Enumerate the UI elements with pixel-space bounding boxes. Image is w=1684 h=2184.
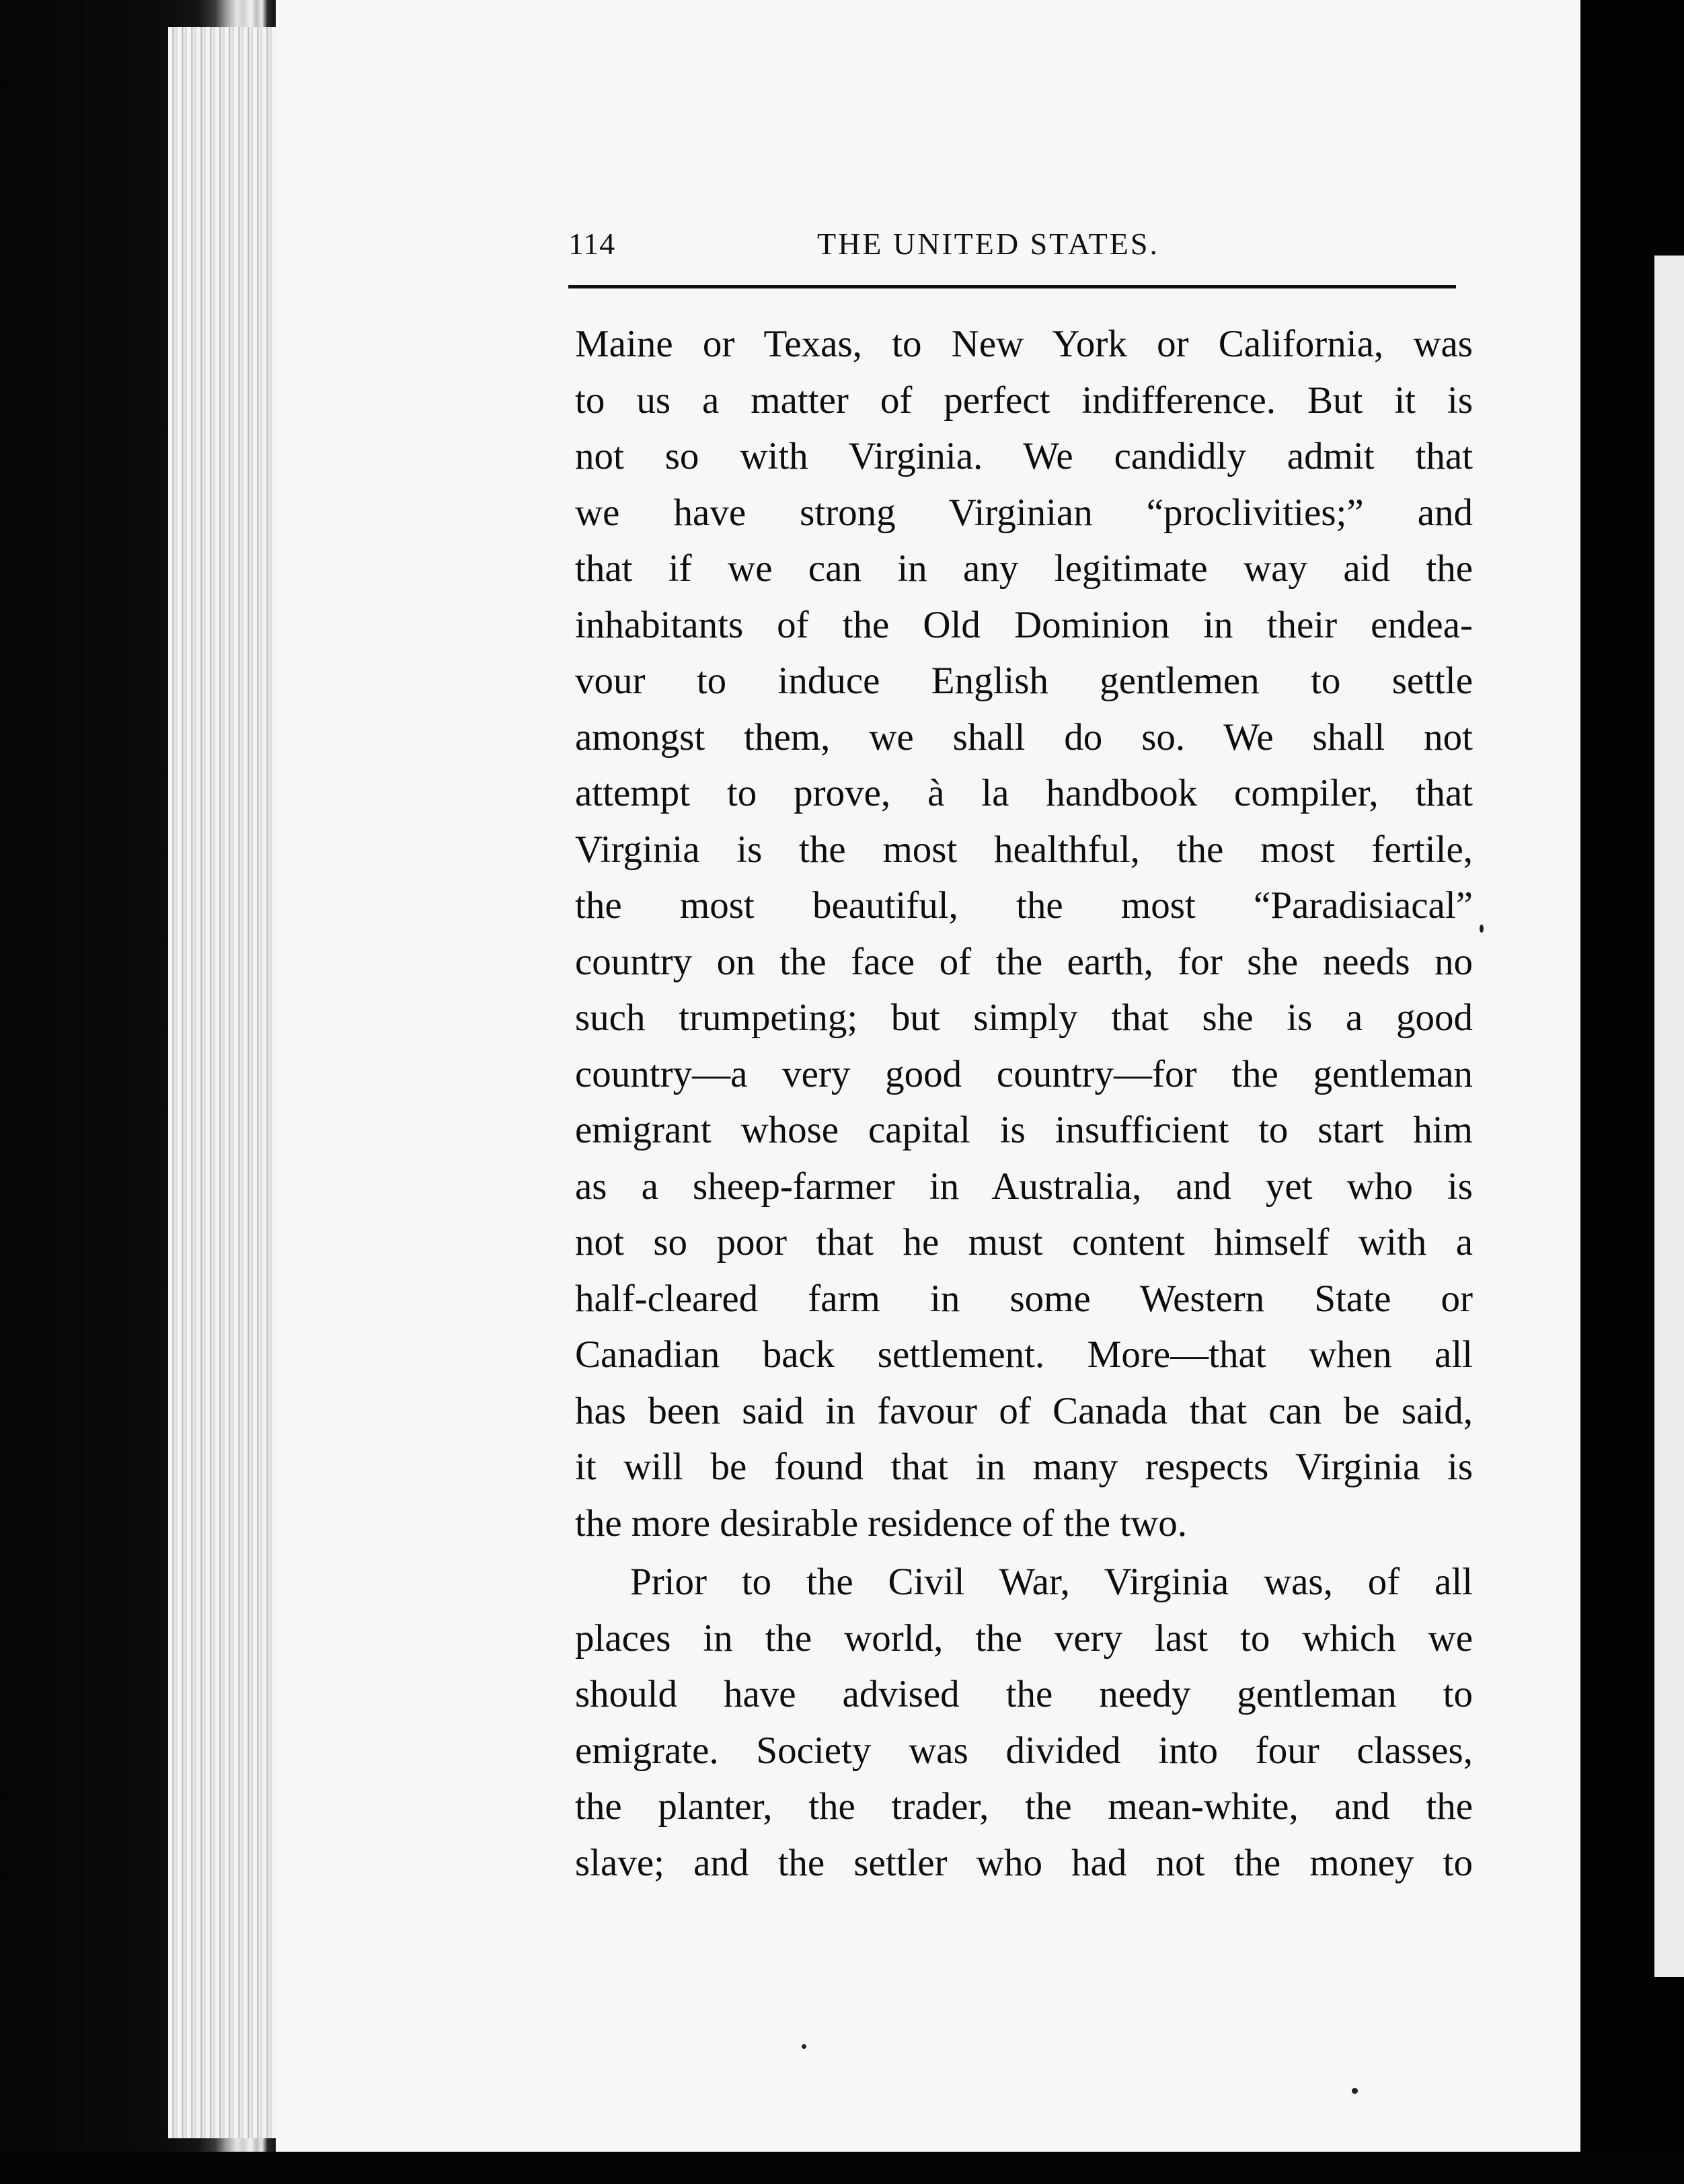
text-line: that if we can in any legitimate way aid the [575,547,1473,590]
text-line: has been said in favour of Canada that can be said, [575,1389,1473,1432]
text-line: inhabitants of the Old Dominion in their endea- [575,603,1473,646]
text-line: country—a very good country—for the gentleman [575,1052,1473,1095]
ink-speck [802,2044,806,2049]
text-line: not so poor that he must content himself with a [575,1221,1473,1263]
text-line: slave; and the settler who had not the money to [575,1841,1473,1884]
text-line: such trumpeting; but simply that she is a good [575,997,1473,1039]
page-number: 114 [568,227,616,261]
running-header [568,219,1466,266]
text-line: Canadian back settlement. More—that when all [575,1333,1473,1376]
text-line: emigrant whose capital is insufficient to start him [575,1109,1473,1151]
text-line: vour to induce English gentlemen to settle [575,660,1473,702]
text-line: the planter, the trader, the mean-white, and the [575,1785,1473,1828]
text-line: it will be found that in many respects Virginia is [575,1446,1473,1488]
text-line: the more desirable residence of the two. [575,1502,1188,1545]
ink-speck [1352,2088,1358,2094]
text-line: Prior to the Civil War, Virginia was, of all [630,1561,1473,1603]
text-line: to us a matter of perfect indifference. But it is [575,379,1473,422]
text-line: we have strong Virginian “proclivities;” and [575,491,1473,534]
body-text [575,316,1473,1891]
text-line: Maine or Texas, to New York or California, was [575,323,1473,365]
text-line: attempt to prove, à la handbook compiler, that [575,772,1473,814]
text-line: amongst them, we shall do so. We shall not [575,715,1473,758]
text-line: half-cleared farm in some Western State or [575,1277,1473,1320]
text-line: country on the face of the earth, for she needs no [575,940,1473,983]
ink-speck [1480,925,1484,933]
text-line: places in the world, the very last to which we [575,1616,1473,1660]
text-line: as a sheep-farmer in Australia, and yet who is [575,1165,1473,1208]
text-line: not so with Virginia. We candidly admit that [575,435,1473,477]
facing-page-sliver [1654,256,1684,1977]
running-title: THE UNITED STATES. [817,227,1159,261]
header-rule [568,285,1456,288]
book-bottom-edge [0,2152,1684,2184]
page-stack-edges [168,27,281,2138]
text-line: the most beautiful, the most “Paradisiacal” [575,884,1473,927]
text-line: should have advised the needy gentleman to [575,1673,1473,1715]
text-line: emigrate. Society was divided into four classes, [575,1729,1473,1772]
text-line: Virginia is the most healthful, the most fertile, [575,828,1473,871]
